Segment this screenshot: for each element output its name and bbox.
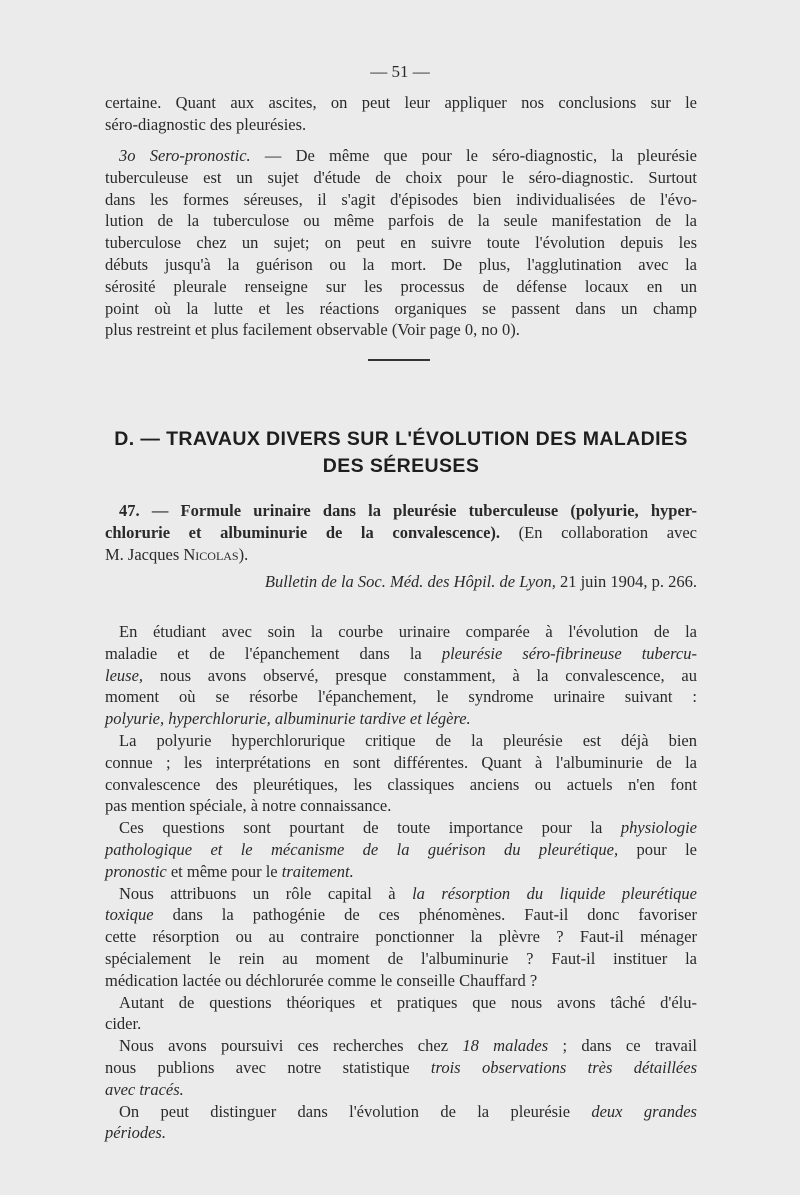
text-line: pas mention spéciale, à notre connaissance. [105, 796, 392, 816]
page-number: — 51 — [370, 62, 430, 81]
text-line: Autant de questions théoriques et pratiques que nous avons tâché d'élu- [119, 992, 697, 1012]
text-line: connue ; les interprétations en sont différentes. Quant à l'albuminurie de la [105, 752, 697, 772]
text-line: médication lactée ou déchlorurée comme le conseille Chauffard ? [105, 970, 538, 990]
subsection-title: 3o Sero-pronostic. [119, 146, 251, 165]
text-line: cette résorption ou au contraire ponctionner la plèvre ? Faut-il ménager [105, 927, 697, 947]
text-line: En étudiant avec soin la courbe urinaire comparée à l'évolution de la [119, 622, 697, 641]
text-line: maladie et de l'épanchement dans la pleurésie séro-fibrineuse tubercu- [105, 643, 698, 663]
text-line: sérosité pleurale renseigne sur les processus de défense locaux en un [105, 276, 697, 296]
text-line: avec tracés. [105, 1079, 184, 1099]
text-line: La polyurie hyperchlorurique critique de la pleurésie est déjà bien [119, 730, 697, 750]
text-line: M. Jacques Nicolas). [105, 544, 249, 564]
text-line: certaine. Quant aux ascites, on peut leur appliquer nos conclusions sur le [105, 93, 697, 112]
text-line: leuse, nous avons observé, presque constamment, à la convalescence, au [105, 665, 697, 685]
text-line: dans les formes séreuses, il s'agit d'épisodes bien individualisées de l'évo- [105, 189, 697, 209]
text-line: 3o Sero-pronostic. — De même que pour le séro-diagnostic, la pleurésie [119, 146, 697, 165]
text-line: tuberculose chez un sujet; on peut en suivre toute l'évolution depuis les [105, 233, 697, 253]
text-line: nous publions avec notre statistique trois observations très détaillées [105, 1057, 697, 1077]
text-line: 47. — Formule urinaire dans la pleurésie tuberculeuse (polyurie, hyper- [119, 501, 697, 520]
text-line: pronostic et même pour le traitement. [105, 861, 354, 881]
section-heading-line: DES SÉREUSES [322, 455, 480, 477]
text-line: point où la lutte et les réactions organiques se passent dans un champ [105, 298, 697, 318]
text-line: convalescence des pleurétiques, les classiques anciens ou actuels n'en font [105, 774, 697, 794]
text-line: spécialement le rein au moment de l'albuminurie ? Faut-il instituer la [105, 948, 697, 968]
bulletin-reference: Bulletin de la Soc. Méd. des Hôpil. de Lyon, 21 juin 1904, p. 266. [264, 572, 697, 591]
section-divider [368, 359, 430, 361]
text-line: Nous avons poursuivi ces recherches chez 18 malades ; dans ce travail [119, 1036, 698, 1056]
text-line: lution de la tuberculose ou même parfois de la seule manifestation de la [105, 211, 697, 231]
section-heading-line: D. — TRAVAUX DIVERS SUR L'ÉVOLUTION DES MALADIES [114, 428, 688, 450]
text-line: plus restreint et plus facilement observable (Voir page 0, no 0). [105, 320, 520, 340]
text-line: On peut distinguer dans l'évolution de la pleurésie deux grandes [119, 1101, 697, 1121]
paragraph-sero-pronostic [105, 145, 697, 341]
text-line: débuts jusqu'à la guérison ou la mort. De plus, l'agglutination avec la [105, 254, 697, 274]
item-47-title [105, 500, 697, 565]
text-line: pathologique et le mécanisme de la guérison du pleurétique, pour le [105, 839, 697, 859]
paragraph-ascites [105, 92, 697, 136]
text-line: Ces questions sont pourtant de toute importance pour la physiologie [119, 818, 697, 838]
text-line: moment où se résorbe l'épanchement, le syndrome urinaire suivant : [105, 687, 697, 707]
text-line: périodes. [105, 1123, 166, 1143]
text-line: cider. [105, 1014, 142, 1034]
text-line: séro-diagnostic des pleurésies. [105, 114, 307, 134]
text-line: chlorurie et albuminurie de la convalescence). (En collaboration avec [105, 522, 697, 542]
text-line: tuberculeuse est un sujet d'étude de choix pour le séro-diagnostic. Surtout [105, 167, 697, 187]
paragraph-intro [105, 621, 697, 1144]
text-line: toxique dans la pathogénie de ces phénomènes. Faut-il donc favoriser [105, 905, 697, 925]
section-heading [105, 426, 697, 480]
text-line: polyurie, hyperchlorurie, albuminurie tardive et légère. [105, 709, 471, 729]
text-line: Nous attribuons un rôle capital à la résorption du liquide pleurétique [119, 883, 698, 903]
